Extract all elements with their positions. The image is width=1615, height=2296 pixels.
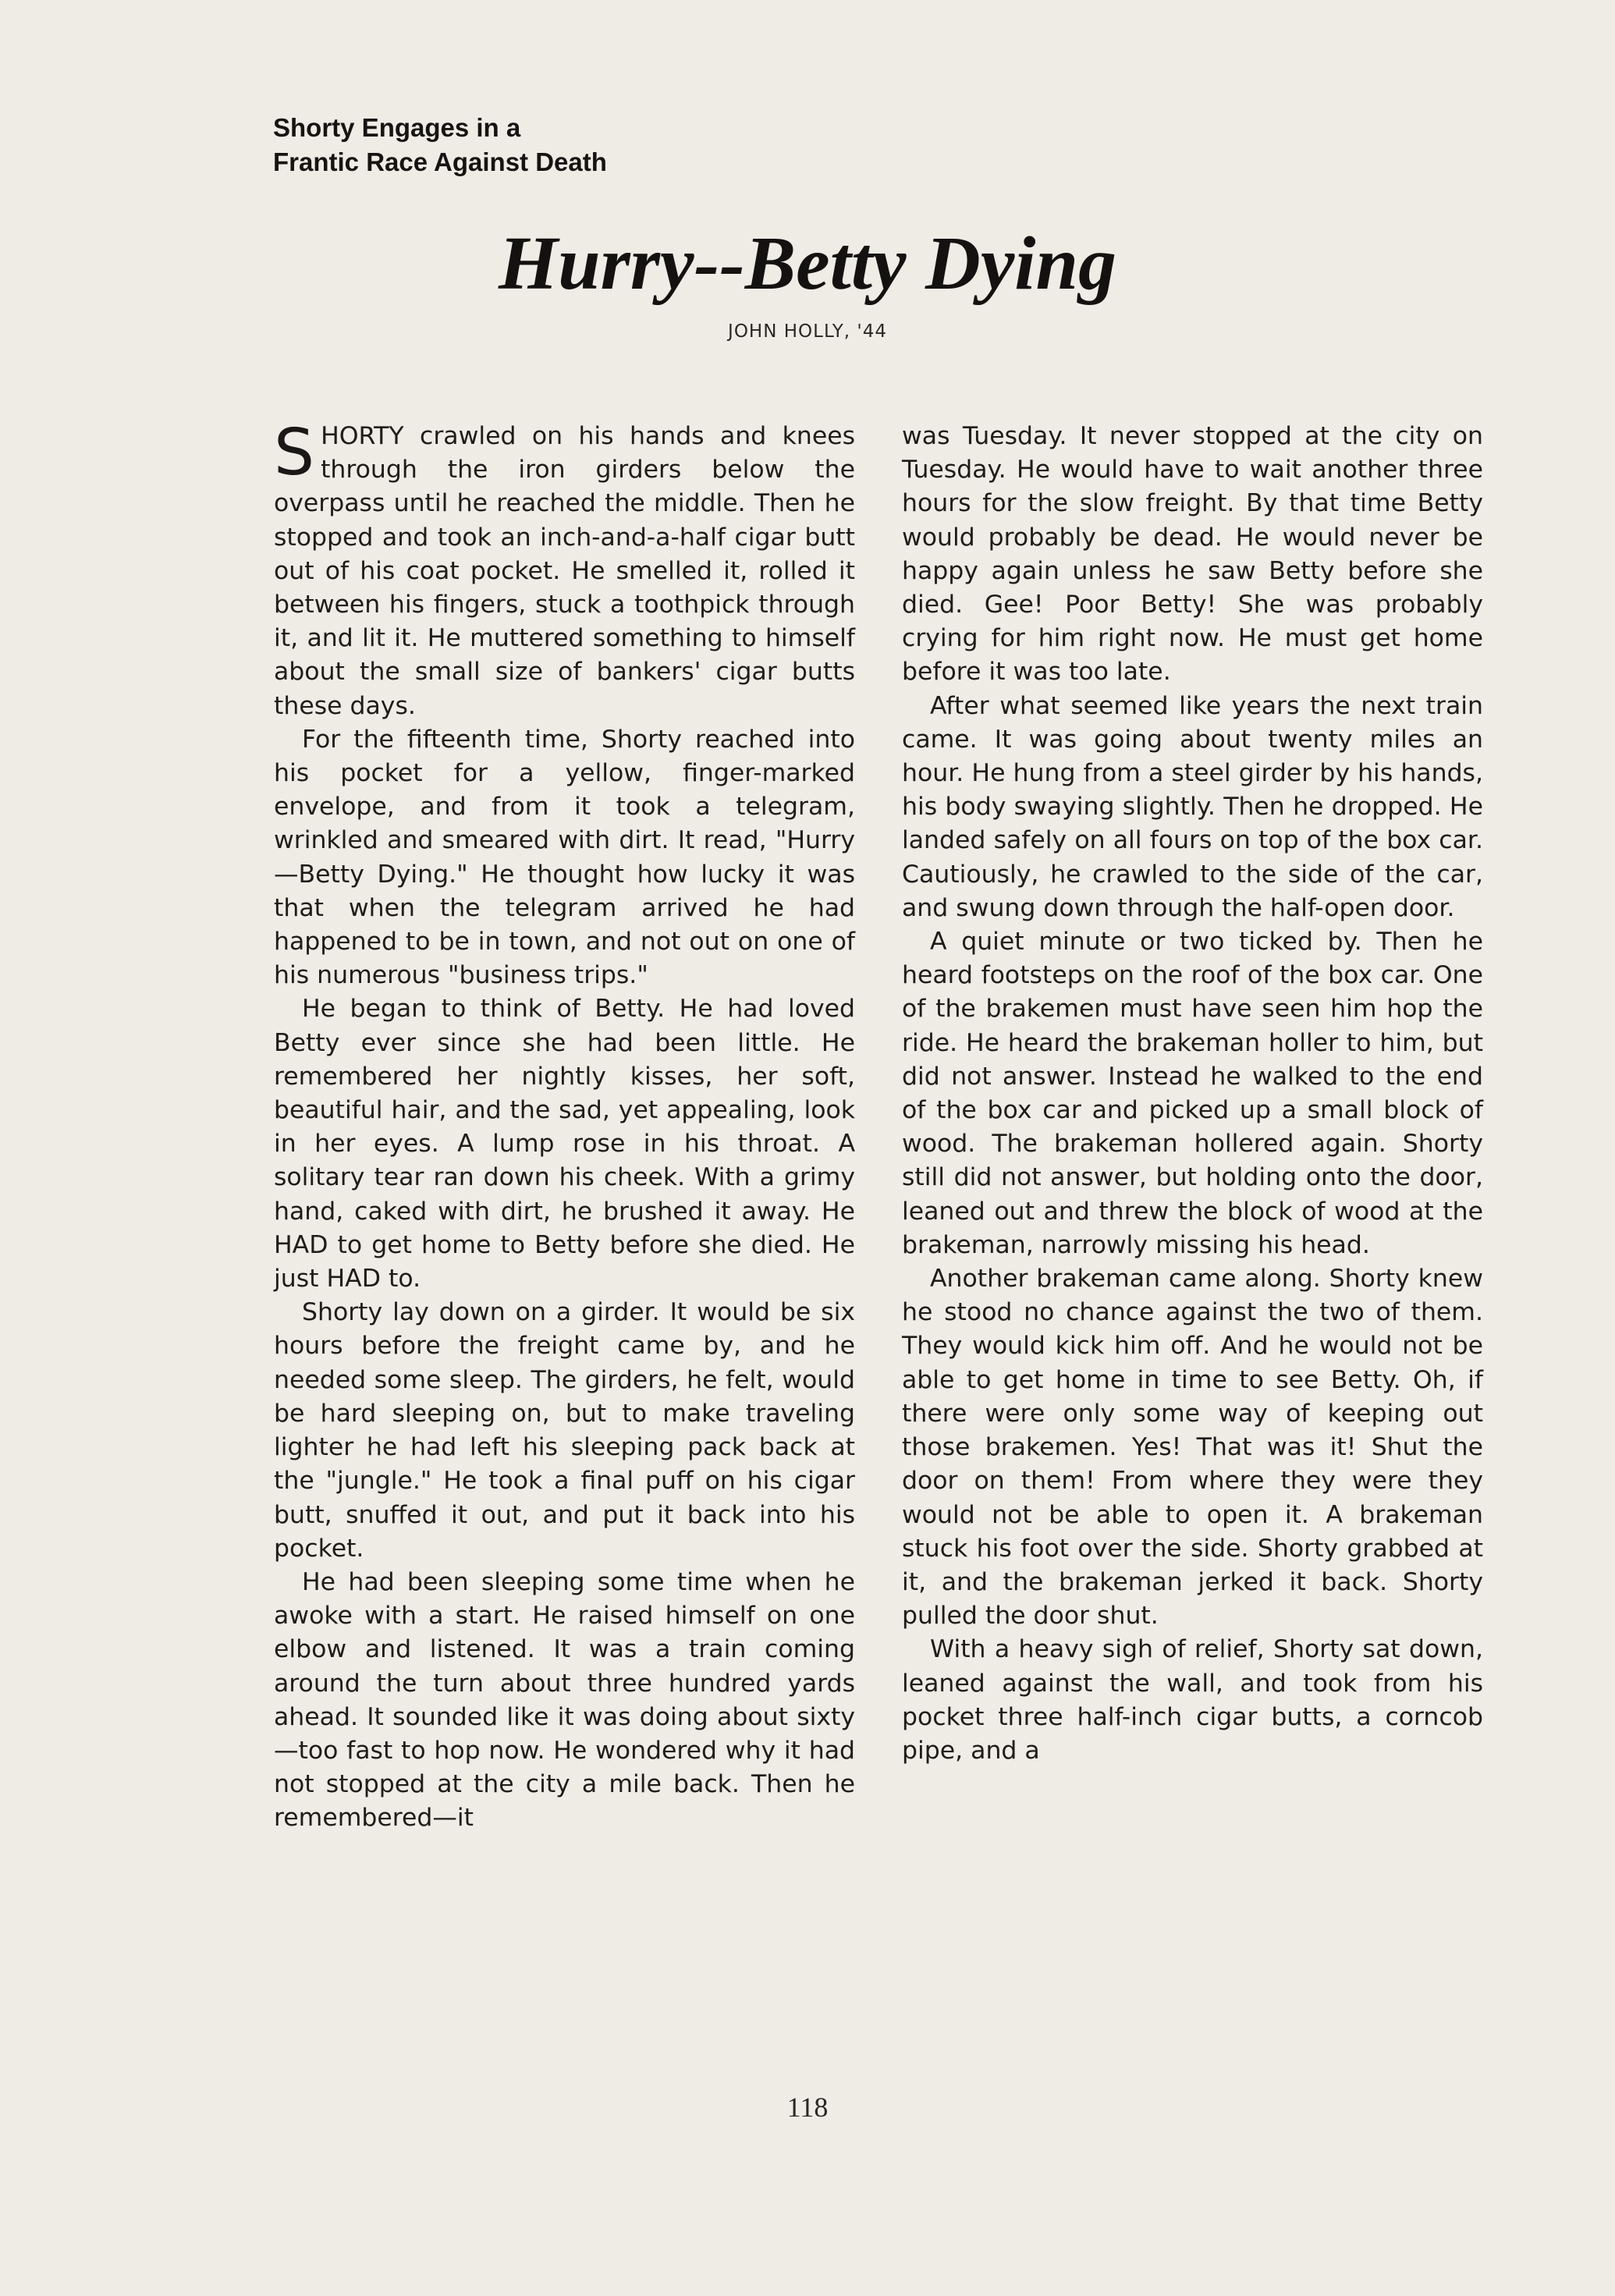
drop-cap: S <box>274 416 315 490</box>
paragraph: For the fifteenth time, Shorty reached into his pocket for a yellow, finger-marked envelope, and from it took a telegram, wrinkled and smeared with dirt. It read, "Hurry—Betty Dying." He thought how lucky it was that when the telegram arrived he had happened to be in town, and not out on one of his numerous "business trips." <box>274 725 855 990</box>
paragraph: With a heavy sigh of relief, Shorty sat down, leaned against the wall, and took from his pocket three half-inch cigar butts, a corncob pipe, and a <box>902 1635 1483 1765</box>
kicker-line-2: Frantic Race Against Death <box>273 147 607 176</box>
paragraph: Another brakeman came along. Shorty knew he stood no chance against the two of them. They would kick him off. And he would not be able to get home in time to see Betty. Oh, if there were only some way of keeping out those brakemen. Yes! That was it! Shut the door on them! From where they were they would not be able to open it. A brakeman stuck his foot over the side. Shorty grabbed at it, and the brakeman jerked it back. Shorty pulled the door shut. <box>902 1265 1483 1631</box>
paragraph-text: HORTY crawled on his hands and knees through the iron girders below the overpass until he reached the middle. Then he stopped and took an inch-and-a-half cigar butt out of his coat pocket. He smelled it, rolled it between his fingers, stuck a toothpick through it, and lit it. He muttered something to himself about the small size of bankers' cigar butts these days. <box>274 422 855 720</box>
paragraph: After what seemed like years the next train came. It was going about twenty miles an hour. He hung from a steel girder by his hands, his body swaying slightly. Then he dropped. He landed safely on all fours on top of the box car. Cautiously, he crawled to the side of the car, and swung down through the half-open door. <box>902 691 1483 922</box>
article-title: Hurry--Betty Dying <box>498 222 1117 306</box>
left-column <box>274 416 855 1836</box>
paragraph: He had been sleeping some time when he awoke with a start. He raised himself on one elbow and listened. It was a train coming around the turn about three hundred yards ahead. It sounded like it was doing about sixty —too fast to hop now. He wondered why it had not stopped at the city a mile back. Then he remembered—it <box>274 1567 855 1833</box>
kicker-line-1: Shorty Engages in a <box>273 113 521 142</box>
paragraph: He began to think of Betty. He had loved Betty ever since she had been little. He remembered her nightly kisses, her soft, beautiful hair, and the sad, yet appealing, look in her eyes. A lump rose in his throat. A solitary tear ran down his cheek. With a grimy hand, caked with dirt, he brushed it away. He HAD to get home to Betty before she died. He just HAD to. <box>274 995 855 1293</box>
right-column <box>902 420 1483 1768</box>
paragraph: Shorty lay down on a girder. It would be six hours before the freight came by, and he needed some sleep. The girders, he felt, would be hard sleeping on, but to make traveling lighter he had left his sleeping pack back at the "jungle." He took a final puff on his cigar butt, snuffed it out, and put it back into his pocket. <box>274 1298 855 1563</box>
author-byline: JOHN HOLLY, '44 <box>728 321 887 342</box>
section-kicker <box>273 111 975 179</box>
paragraph <box>274 416 855 723</box>
paragraph: was Tuesday. It never stopped at the city on Tuesday. He would have to wait another three hours for the slow freight. By that time Betty would probably be dead. He would never be happy again unless he saw Betty before she died. Gee! Poor Betty! She was probably crying for him right now. He must get home before it was too late. <box>902 422 1483 687</box>
page-number: 118 <box>786 2092 829 2123</box>
paragraph: A quiet minute or two ticked by. Then he heard footsteps on the roof of the box car. One of the brakemen must have seen him hop the ride. He heard the brakeman holler to him, but did not answer. Instead he walked to the end of the box car and picked up a small block of wood. The brakeman hollered again. Shorty still did not answer, but holding onto the door, leaned out and threw the block of wood at the brakeman, narrowly missing his head. <box>902 928 1483 1259</box>
